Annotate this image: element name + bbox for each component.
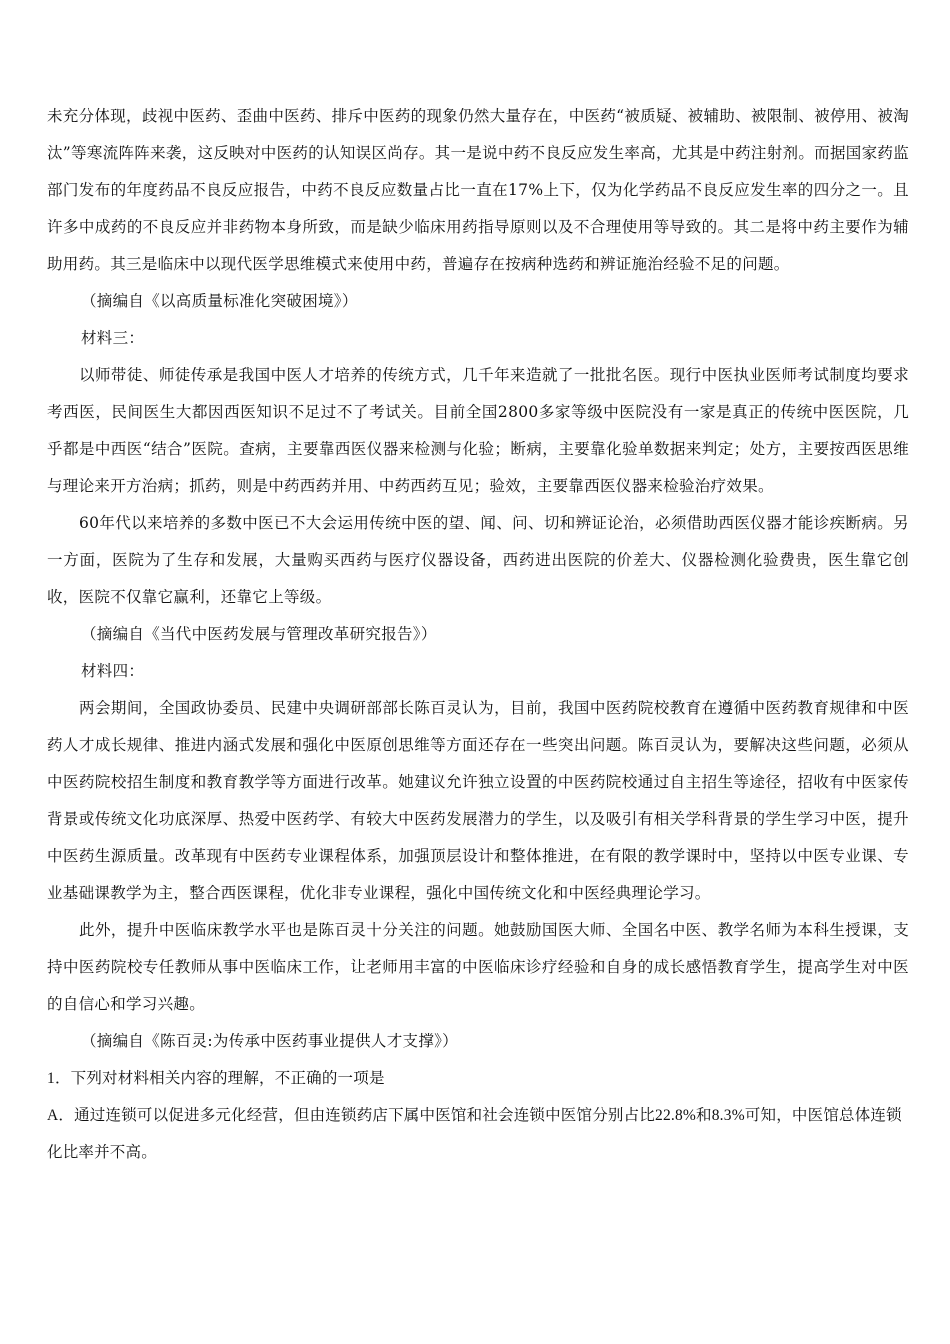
- source-note-material-three: （摘编自《当代中医药发展与管理改革研究报告》）: [81, 625, 437, 643]
- paragraph-material-four-a: 两会期间，全国政协委员、民建中央调研部部长陈百灵认为，目前，我国中医药院校教育在遵循中医药教育规律和中医药人才成长规律、推进内涵式发展和强化中医原创思维等方面还存在一些突出问题。陈百灵认为，要解决这些问题，必须从中医药院校招生制度和教育教学等方面进行改革。她建议允许独立设置的中医药院校通过自主招生等途径，招收有中医家传背景或传统文化功底深厚、热爱中医药学、有较大中医药发展潜力的学生，以及吸引有相关学科背景的学生学习中医，提升中医药生源质量。改革现有中医药专业课程体系，加强顶层设计和整体推进，在有限的教学课时中，坚持以中医专业课、专业基础课教学为主，整合西医课程，优化非专业课程，强化中国传统文化和中医经典理论学习。: [47, 699, 909, 902]
- material-four-label: 材料四：: [81, 662, 145, 680]
- document-body: [47, 98, 909, 1171]
- paragraph-material-three-a: 以师带徒、师徒传承是我国中医人才培养的传统方式，几千年来造就了一批批名医。现行中医执业医师考试制度均要求考西医，民间医生大都因西医知识不足过不了考试关。目前全国2800多家等级中医院没有一家是真正的传统中医医院，几乎都是中西医“结合”医院。查病，主要靠西医仪器来检测与化验；断病，主要靠化验单数据来判定；处方，主要按西医思维与理论来开方治病；抓药，则是中药西药并用、中药西药互见；验效，主要靠西医仪器来检验治疗效果。: [47, 366, 909, 495]
- paragraph-material-four-b: 此外，提升中医临床教学水平也是陈百灵十分关注的问题。她鼓励国医大师、全国名中医、教学名师为本科生授课，支持中医药院校专任教师从事中医临床工作，让老师用丰富的中医临床诊疗经验和自身的成长感悟教育学生，提高学生对中医的自信心和学习兴趣。: [47, 921, 909, 1013]
- material-three-label: 材料三：: [81, 329, 145, 347]
- source-note-material-four: （摘编自《陈百灵:为传承中医药事业提供人才支撑》）: [81, 1032, 458, 1050]
- source-note-material-two: （摘编自《以高质量标准化突破困境》）: [81, 292, 358, 310]
- paragraph-material-three-b: 60年代以来培养的多数中医已不大会运用传统中医的望、闻、问、切和辨证论治，必须借助西医仪器才能诊疾断病。另一方面，医院为了生存和发展，大量购买西药与医疗仪器设备，西药进出医院的价差大、仪器检测化验费贵，医生靠它创收，医院不仅靠它赢利，还靠它上等级。: [47, 514, 909, 606]
- question-1-stem: 1．下列对材料相关内容的理解，不正确的一项是: [47, 1070, 385, 1087]
- paragraph-material-two-body: 未充分体现，歧视中医药、歪曲中医药、排斥中医药的现象仍然大量存在，中医药“被质疑、被辅助、被限制、被停用、被淘汰”等寒流阵阵来袭，这反映对中医药的认知误区尚存。其一是说中药不良反应发生率高，尤其是中药注射剂。而据国家药监部门发布的年度药品不良反应报告，中药不良反应数量占比一直在17%上下，仅为化学药品不良反应发生率的四分之一。且许多中成药的不良反应并非药物本身所致，而是缺少临床用药指导原则以及不合理使用等导致的。其二是将中药主要作为辅助用药。其三是临床中以现代医学思维模式来使用中药，普遍存在按病种选药和辨证施治经验不足的问题。: [47, 107, 909, 273]
- question-1-option-a: A．通过连锁可以促进多元化经营，但由连锁药店下属中医馆和社会连锁中医馆分别占比22.8%和8.3%可知，中医馆总体连锁化比率并不高。: [47, 1107, 902, 1161]
